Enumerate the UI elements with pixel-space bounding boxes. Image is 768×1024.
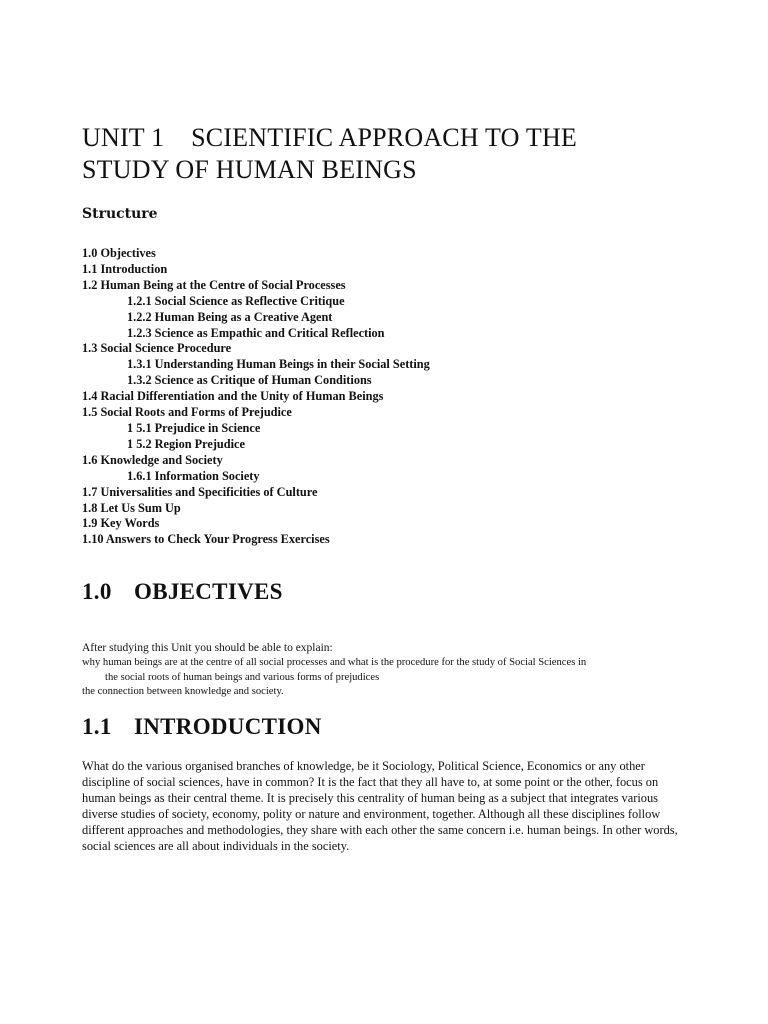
introduction-number: 1.1 — [82, 714, 112, 739]
objective-item: the social roots of human beings and various forms of prejudices — [105, 671, 380, 683]
table-of-contents — [82, 246, 430, 548]
objectives-heading — [82, 579, 283, 605]
objectives-title: OBJECTIVES — [134, 579, 283, 604]
introduction-title: INTRODUCTION — [134, 714, 322, 739]
toc-item: 1.6.1 Information Society — [127, 468, 260, 483]
toc-item: 1.8 Let Us Sum Up — [82, 500, 181, 515]
toc-item: 1.2.2 Human Being as a Creative Agent — [127, 309, 333, 324]
toc-item: 1.10 Answers to Check Your Progress Exercises — [82, 532, 330, 547]
toc-item: 1.2.1 Social Science as Reflective Critique — [127, 293, 345, 308]
introduction-paragraph: What do the various organised branches of knowledge, be it Sociology, Political Science, Economics or any other discipline of social sciences, have in common? It is the fact that they all have to, at some point or the other, focus on human beings as their central theme. It is precisely this centrality of human being as a subject that integrates various diverse studies of society, economy, polity or nature and environment, together. Although all these disciplines follow different approaches and methodologies, they share with each other the same concern i.e. human beings. In other words, social sciences are all about individuals in the society. — [82, 759, 678, 853]
toc-item: 1.9 Key Words — [82, 516, 160, 531]
toc-item: 1.2.3 Science as Empathic and Critical Reflection — [127, 325, 385, 340]
structure-heading: Structure — [82, 206, 158, 222]
unit-title — [82, 122, 722, 186]
objectives-list — [82, 656, 586, 700]
toc-item: 1.2 Human Being at the Centre of Social Processes — [82, 277, 346, 292]
introduction-heading — [82, 714, 322, 740]
toc-item: 1.3.2 Science as Critique of Human Conditions — [127, 373, 372, 388]
toc-item: 1.1 Introduction — [82, 261, 168, 276]
toc-item: 1.5 Social Roots and Forms of Prejudice — [82, 405, 292, 420]
toc-item: 1.6 Knowledge and Society — [82, 452, 223, 467]
toc-item: 1.7 Universalities and Specificities of Culture — [82, 484, 318, 499]
toc-item: 1.3.1 Understanding Human Beings in their Social Setting — [127, 357, 430, 372]
unit-title-line-2: STUDY OF HUMAN BEINGS — [82, 155, 417, 184]
objective-item: the connection between knowledge and society. — [82, 686, 284, 697]
unit-title-line-1: UNIT 1 SCIENTIFIC APPROACH TO THE — [82, 123, 578, 152]
objectives-intro: After studying this Unit you should be able to explain: — [82, 642, 333, 654]
toc-item: 1 5.2 Region Prejudice — [127, 436, 245, 451]
toc-item: 1 5.1 Prejudice in Science — [127, 420, 261, 435]
objectives-number: 1.0 — [82, 579, 112, 604]
toc-item: 1.4 Racial Differentiation and the Unity of Human Beings — [82, 389, 384, 404]
objective-item: why human beings are at the centre of all social processes and what is the procedure for the study of Social Sciences in — [82, 657, 587, 668]
toc-item: 1.3 Social Science Procedure — [82, 341, 232, 356]
toc-item: 1.0 Objectives — [82, 246, 156, 260]
